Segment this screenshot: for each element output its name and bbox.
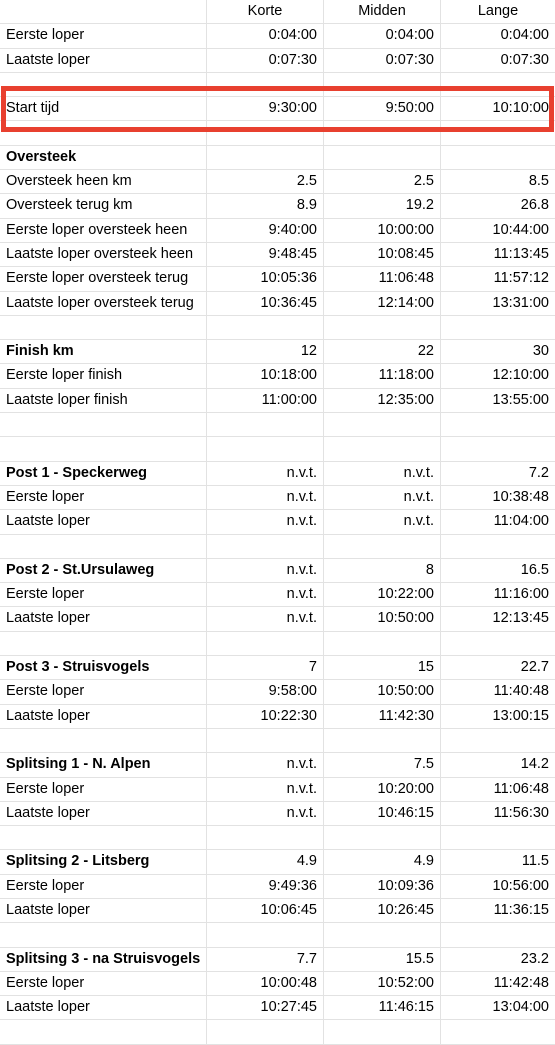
table-row: [0, 753, 555, 777]
cell-label[interactable]: [0, 632, 207, 655]
cell-midden[interactable]: 7.5: [324, 753, 441, 776]
cell-label[interactable]: Laatste loper oversteek heen: [0, 243, 207, 266]
table-row: [0, 729, 555, 753]
cell-lange[interactable]: [441, 923, 555, 946]
cell-label[interactable]: Laatste loper: [0, 996, 207, 1019]
cell-korte[interactable]: n.v.t.: [207, 753, 324, 776]
cell-korte[interactable]: 10:06:45: [207, 899, 324, 922]
cell-midden[interactable]: [324, 923, 441, 946]
table-row: [0, 559, 555, 583]
cell-lange[interactable]: 12:10:00: [492, 367, 549, 384]
cell-lange[interactable]: [441, 437, 555, 460]
table-row: [0, 462, 555, 486]
cell-midden[interactable]: [324, 413, 441, 436]
table-row: [0, 389, 555, 413]
cell-lange[interactable]: 10:38:48: [492, 488, 549, 505]
cell-midden[interactable]: 10:20:00: [324, 778, 441, 801]
cell-label[interactable]: [0, 316, 207, 339]
cell-korte[interactable]: [207, 632, 324, 655]
cell-label[interactable]: Oversteek heen km: [0, 170, 207, 193]
cell-label[interactable]: [0, 437, 207, 460]
table-row: [0, 632, 555, 656]
cell-lange[interactable]: 10:10:00: [492, 100, 549, 117]
cell-midden[interactable]: n.v.t.: [324, 510, 441, 533]
header-cell-label[interactable]: [0, 0, 207, 23]
cell-korte[interactable]: [207, 121, 324, 144]
header-cell-midden[interactable]: Midden: [324, 0, 441, 23]
cell-lange[interactable]: 13:55:00: [492, 391, 549, 408]
cell-korte[interactable]: [207, 923, 324, 946]
table-row: [0, 899, 555, 923]
cell-label[interactable]: Eerste loper finish: [0, 364, 207, 387]
cell-korte[interactable]: 11:00:00: [207, 389, 324, 412]
cell-midden[interactable]: 2.5: [324, 170, 441, 193]
cell-lange[interactable]: 23.2: [520, 950, 549, 967]
cell-label[interactable]: [0, 729, 207, 752]
cell-lange[interactable]: 13:00:15: [492, 707, 549, 724]
cell-lange[interactable]: 11:36:15: [493, 901, 549, 918]
cell-label[interactable]: [0, 73, 207, 96]
cell-korte[interactable]: 10:00:48: [207, 972, 324, 995]
table-row: [0, 535, 555, 559]
cell-label[interactable]: Laatste loper: [0, 899, 207, 922]
cell-lange[interactable]: 11:06:48: [493, 780, 549, 797]
table-row: [0, 243, 555, 267]
cell-korte[interactable]: [207, 413, 324, 436]
cell-label[interactable]: Splitsing 2 - Litsberg: [0, 850, 207, 873]
table-row: [0, 49, 555, 73]
cell-lange[interactable]: 13:04:00: [492, 999, 549, 1016]
header-cell-korte[interactable]: Korte: [207, 0, 324, 23]
cell-lange[interactable]: [441, 413, 555, 436]
cell-midden[interactable]: 15: [324, 656, 441, 679]
cell-lange[interactable]: [441, 729, 555, 752]
table-row: [0, 486, 555, 510]
table-row: [0, 583, 555, 607]
header-cell-lange[interactable]: Lange: [477, 3, 519, 19]
cell-label[interactable]: Finish km: [0, 340, 207, 363]
cell-korte[interactable]: 9:58:00: [207, 680, 324, 703]
cell-midden[interactable]: 4.9: [324, 850, 441, 873]
cell-midden[interactable]: 8: [324, 559, 441, 582]
cell-lange[interactable]: 8.5: [528, 173, 549, 190]
cell-korte[interactable]: 2.5: [207, 170, 324, 193]
cell-lange[interactable]: 11:16:00: [493, 586, 549, 603]
cell-lange[interactable]: 22.7: [520, 659, 549, 676]
table-row: [0, 194, 555, 218]
cell-label[interactable]: Eerste loper: [0, 583, 207, 606]
cell-lange[interactable]: 12:13:45: [492, 610, 549, 627]
cell-korte[interactable]: n.v.t.: [207, 486, 324, 509]
cell-korte[interactable]: [207, 316, 324, 339]
cell-korte[interactable]: 9:48:45: [207, 243, 324, 266]
cell-korte[interactable]: n.v.t.: [207, 462, 324, 485]
cell-korte[interactable]: 7.7: [207, 948, 324, 971]
cell-lange[interactable]: 11:57:12: [493, 270, 549, 287]
cell-midden[interactable]: 9:50:00: [324, 97, 441, 120]
table-row: [0, 656, 555, 680]
cell-label[interactable]: Eerste loper: [0, 24, 207, 47]
cell-lange[interactable]: 13:31:00: [492, 294, 549, 311]
cell-label[interactable]: Laatste loper finish: [0, 389, 207, 412]
cell-midden[interactable]: 10:50:00: [324, 680, 441, 703]
cell-korte[interactable]: 10:18:00: [207, 364, 324, 387]
table-row: [0, 340, 555, 364]
table-row: [0, 680, 555, 704]
cell-label[interactable]: Laatste loper: [0, 705, 207, 728]
cell-midden[interactable]: 11:06:48: [324, 267, 441, 290]
table-row: [0, 826, 555, 850]
table-row: [0, 219, 555, 243]
cell-label[interactable]: Oversteek terug km: [0, 194, 207, 217]
cell-korte[interactable]: 9:49:36: [207, 875, 324, 898]
cell-lange[interactable]: [441, 632, 555, 655]
cell-lange[interactable]: 16.5: [520, 561, 549, 578]
cell-lange[interactable]: 11:13:45: [493, 245, 549, 262]
table-row: [0, 170, 555, 194]
cell-label[interactable]: Eerste loper oversteek terug: [0, 267, 207, 290]
cell-lange[interactable]: 11:42:48: [493, 974, 549, 991]
cell-label[interactable]: [0, 413, 207, 436]
cell-midden[interactable]: 22: [324, 340, 441, 363]
cell-label[interactable]: Splitsing 3 - na Struisvogels: [0, 948, 207, 971]
cell-label[interactable]: Eerste loper: [0, 972, 207, 995]
cell-korte[interactable]: 9:40:00: [207, 219, 324, 242]
table-row: [0, 875, 555, 899]
cell-label[interactable]: Laatste loper: [0, 49, 207, 72]
cell-korte[interactable]: n.v.t.: [207, 778, 324, 801]
cell-label[interactable]: Post 3 - Struisvogels: [0, 656, 207, 679]
cell-midden[interactable]: [324, 146, 441, 169]
cell-label[interactable]: Laatste loper: [0, 607, 207, 630]
cell-label[interactable]: [0, 826, 207, 849]
cell-korte[interactable]: 12: [207, 340, 324, 363]
cell-korte[interactable]: 10:36:45: [207, 292, 324, 315]
cell-label[interactable]: Laatste loper oversteek terug: [0, 292, 207, 315]
cell-lange[interactable]: 11:40:48: [493, 683, 549, 700]
cell-label[interactable]: Laatste loper: [0, 802, 207, 825]
cell-midden[interactable]: [324, 632, 441, 655]
cell-midden[interactable]: 10:26:45: [324, 899, 441, 922]
cell-korte[interactable]: n.v.t.: [207, 607, 324, 630]
cell-lange[interactable]: [441, 316, 555, 339]
cell-korte[interactable]: 9:30:00: [207, 97, 324, 120]
cell-label[interactable]: [0, 535, 207, 558]
table-row: [0, 972, 555, 996]
cell-lange[interactable]: 7.2: [528, 464, 549, 481]
table-row: [0, 850, 555, 874]
table-row: [0, 437, 555, 461]
cell-korte[interactable]: 4.9: [207, 850, 324, 873]
cell-midden[interactable]: 10:08:45: [324, 243, 441, 266]
cell-korte[interactable]: 10:22:30: [207, 705, 324, 728]
cell-label[interactable]: Eerste loper: [0, 486, 207, 509]
cell-midden[interactable]: 10:46:15: [324, 802, 441, 825]
cell-midden[interactable]: 10:52:00: [324, 972, 441, 995]
table-row: [0, 607, 555, 631]
table-row: [0, 146, 555, 170]
cell-midden[interactable]: [324, 316, 441, 339]
cell-midden[interactable]: 12:35:00: [324, 389, 441, 412]
cell-korte[interactable]: 8.9: [207, 194, 324, 217]
table-row: [0, 948, 555, 972]
table-row: [0, 705, 555, 729]
table-row: [0, 364, 555, 388]
cell-korte[interactable]: n.v.t.: [207, 559, 324, 582]
cell-lange[interactable]: 11:56:30: [493, 804, 549, 821]
table-row: [0, 73, 555, 97]
cell-korte[interactable]: [207, 535, 324, 558]
cell-korte[interactable]: [207, 73, 324, 96]
cell-midden[interactable]: 19.2: [324, 194, 441, 217]
cell-lange[interactable]: [441, 73, 555, 96]
table-row: [0, 1020, 555, 1044]
table-row: [0, 316, 555, 340]
cell-korte[interactable]: 10:27:45: [207, 996, 324, 1019]
cell-korte[interactable]: 10:05:36: [207, 267, 324, 290]
cell-midden[interactable]: 12:14:00: [324, 292, 441, 315]
cell-midden[interactable]: 10:50:00: [324, 607, 441, 630]
table-row: [0, 121, 555, 145]
cell-korte[interactable]: [207, 146, 324, 169]
cell-label[interactable]: Oversteek: [0, 146, 207, 169]
cell-label[interactable]: Eerste loper: [0, 778, 207, 801]
cell-midden[interactable]: [324, 826, 441, 849]
cell-lange[interactable]: 11.5: [521, 853, 549, 870]
cell-midden[interactable]: 11:46:15: [324, 996, 441, 1019]
table-body: [0, 24, 555, 1044]
cell-korte[interactable]: n.v.t.: [207, 583, 324, 606]
cell-lange[interactable]: 30: [532, 343, 549, 360]
cell-midden[interactable]: [324, 729, 441, 752]
cell-midden[interactable]: n.v.t.: [324, 486, 441, 509]
cell-lange[interactable]: 10:56:00: [492, 877, 549, 894]
cell-lange[interactable]: [441, 146, 555, 169]
cell-lange[interactable]: 0:07:30: [500, 51, 549, 68]
cell-lange[interactable]: [441, 535, 555, 558]
cell-label[interactable]: Eerste loper: [0, 680, 207, 703]
table-row: [0, 778, 555, 802]
cell-label[interactable]: Start tijd: [0, 97, 207, 120]
cell-lange[interactable]: 10:44:00: [492, 221, 549, 238]
table-row: [0, 510, 555, 534]
cell-korte[interactable]: [207, 729, 324, 752]
cell-lange[interactable]: 0:04:00: [500, 27, 549, 44]
cell-lange[interactable]: [441, 121, 555, 144]
table-row: [0, 923, 555, 947]
cell-korte[interactable]: n.v.t.: [207, 510, 324, 533]
cell-midden[interactable]: [324, 535, 441, 558]
cell-label[interactable]: Post 1 - Speckerweg: [0, 462, 207, 485]
table-row: [0, 996, 555, 1020]
cell-label[interactable]: Eerste loper: [0, 875, 207, 898]
cell-korte[interactable]: 0:07:30: [207, 49, 324, 72]
cell-korte[interactable]: [207, 437, 324, 460]
cell-label[interactable]: Post 2 - St.Ursulaweg: [0, 559, 207, 582]
table-row-start-tijd: [0, 97, 555, 121]
cell-label[interactable]: Splitsing 1 - N. Alpen: [0, 753, 207, 776]
cell-lange[interactable]: 26.8: [520, 197, 549, 214]
table-row: [0, 802, 555, 826]
cell-midden[interactable]: 11:42:30: [324, 705, 441, 728]
cell-korte[interactable]: [207, 826, 324, 849]
cell-label[interactable]: [0, 923, 207, 946]
cell-label[interactable]: Laatste loper: [0, 510, 207, 533]
table-row: [0, 24, 555, 48]
cell-midden[interactable]: 11:18:00: [324, 364, 441, 387]
cell-midden[interactable]: 0:04:00: [324, 24, 441, 47]
table-row: [0, 267, 555, 291]
cell-korte[interactable]: 7: [207, 656, 324, 679]
cell-korte[interactable]: n.v.t.: [207, 802, 324, 825]
cell-midden[interactable]: 10:00:00: [324, 219, 441, 242]
column-header-row: [0, 0, 555, 24]
cell-label[interactable]: [0, 121, 207, 144]
cell-midden[interactable]: n.v.t.: [324, 462, 441, 485]
cell-midden[interactable]: [324, 73, 441, 96]
cell-midden[interactable]: 0:07:30: [324, 49, 441, 72]
cell-lange[interactable]: 11:04:00: [493, 513, 549, 530]
table-row: [0, 413, 555, 437]
cell-midden[interactable]: 10:22:00: [324, 583, 441, 606]
cell-korte[interactable]: 0:04:00: [207, 24, 324, 47]
cell-label[interactable]: Eerste loper oversteek heen: [0, 219, 207, 242]
cell-lange[interactable]: [441, 826, 555, 849]
cell-midden[interactable]: 15.5: [324, 948, 441, 971]
cell-lange[interactable]: 14.2: [520, 756, 549, 773]
table-row: [0, 292, 555, 316]
cell-midden[interactable]: 10:09:36: [324, 875, 441, 898]
cell-midden[interactable]: [324, 121, 441, 144]
cell-midden[interactable]: [324, 437, 441, 460]
